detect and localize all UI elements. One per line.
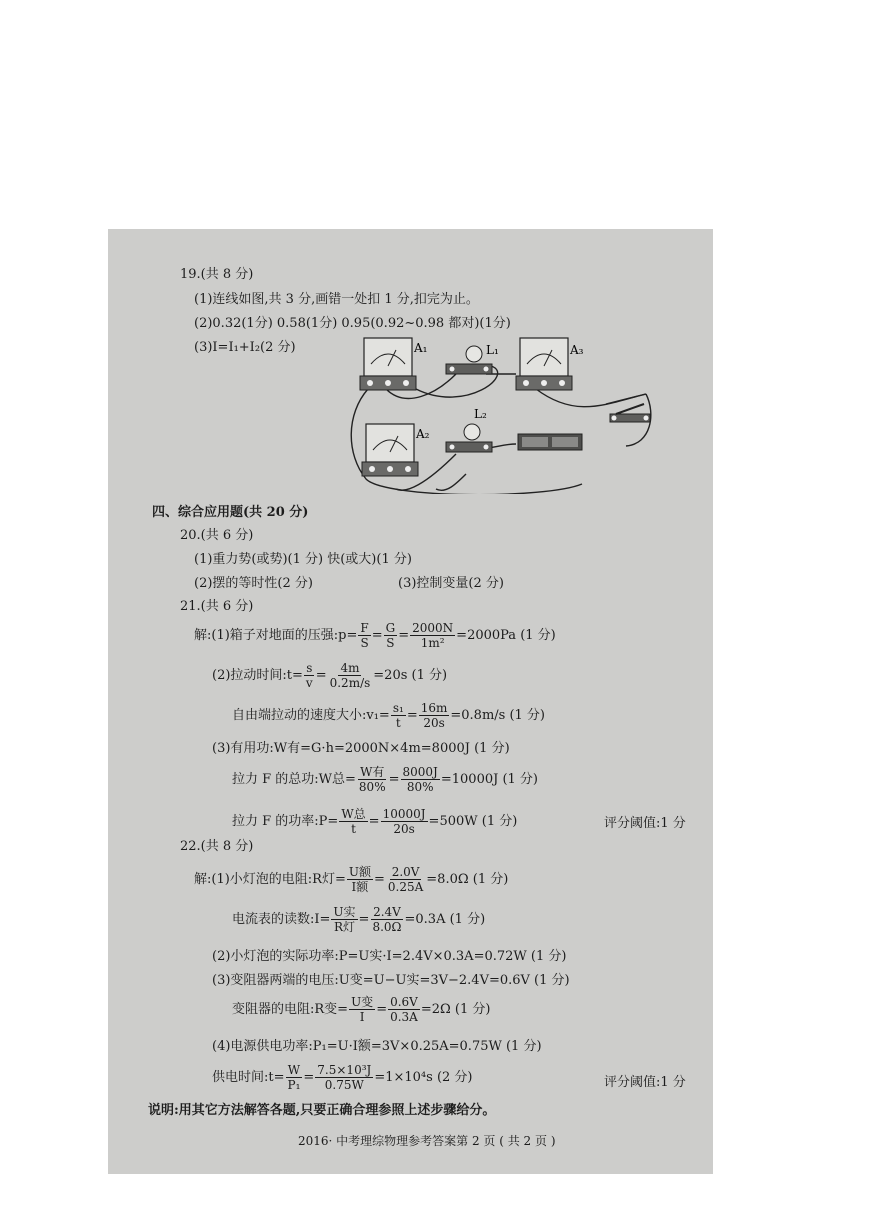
q19-heading: 19.(共 8 分) [180, 267, 254, 282]
q22-line1: 解:(1)小灯泡的电阻:R灯= $\frac{\text{U额}}{\text{I额}}$ = $\frac{2.0V}{0.25A}$ =8.0Ω (1 分) [194, 865, 509, 894]
answer-sheet [108, 229, 713, 1174]
q22-line7: 供电时间:t= $\frac{W}{\text{P₁}}$ = $\frac{\text{7.5×10³J}}{0.75W}$ =1×10⁴s (2 分) [212, 1063, 473, 1092]
q20-part3: (3)控制变量(2 分) [398, 576, 504, 591]
q22-heading: 22.(共 8 分) [180, 839, 254, 854]
page-footer: 2016· 中考理综物理参考答案第 2 页 ( 共 2 页 ) [298, 1134, 556, 1148]
label-a3: A₃ [570, 343, 584, 357]
label-l1: L₁ [486, 343, 499, 357]
q21-threshold: 评分阈值:1 分 [604, 816, 686, 831]
circuit-diagram [346, 334, 656, 494]
ammeter-a2-icon [362, 424, 418, 476]
ammeter-a1-icon [360, 338, 416, 390]
q21-line2: (2)拉动时间:t= $\frac{s}{v}$ = $\frac{4m}{0.2m/s}$ =20s (1 分) [212, 661, 448, 690]
q19-part2: (2)0.32(1分) 0.58(1分) 0.95(0.92~0.98 都对)(1分) [194, 316, 511, 331]
q22-line4: (3)变阻器两端的电压:U变=U−U实=3V−2.4V=0.6V (1 分) [212, 973, 570, 988]
label-a2: A₂ [416, 427, 430, 441]
q21-line5: 拉力 F 的总功:W总= $\frac{\text{W有}}{80\%}$ = $\frac{8000J}{80\%}$ =10000J (1 分) [232, 765, 538, 794]
q20-heading: 20.(共 6 分) [180, 528, 254, 543]
q22-line2: 电流表的读数:I= $\frac{\text{U实}}{\text{R灯}}$ = $\frac{2.4V}{8.0\Omega}$ =0.3A (1 分) [232, 905, 486, 934]
q19-part3: (3)I=I₁+I₂(2 分) [194, 340, 296, 355]
q20-part2: (2)摆的等时性(2 分) [194, 576, 313, 591]
section-4-heading: 四、综合应用题(共 20 分) [152, 505, 309, 520]
q19-part1: (1)连线如图,共 3 分,画错一处扣 1 分,扣完为止。 [194, 292, 479, 307]
q21-line4: (3)有用功:W有=G·h=2000N×4m=8000J (1 分) [212, 741, 510, 756]
q22-line3: (2)小灯泡的实际功率:P=U实·I=2.4V×0.3A=0.72W (1 分) [212, 949, 567, 964]
label-a1: A₁ [414, 341, 428, 355]
q21-line3: 自由端拉动的速度大小:v₁= $\frac{\text{s₁}}{t}$ = $\frac{16m}{20s}$ =0.8m/s (1 分) [232, 701, 545, 730]
q22-line5: 变阻器的电阻:R变= $\frac{\text{U变}}{I}$ = $\frac{0.6V}{0.3A}$ =2Ω (1 分) [232, 995, 491, 1024]
lamp-l2-icon [446, 424, 492, 452]
battery-icon [518, 434, 582, 450]
q21-line1: 解:(1)箱子对地面的压强:p= $\frac{F}{S}$ = $\frac{G}{S}$ = $\frac{2000N}{\text{1m²}}$ =2000Pa (1 分) [194, 621, 556, 650]
q21-line6: 拉力 F 的功率:P= $\frac{\text{W总}}{t}$ = $\frac{10000J}{20s}$ =500W (1 分) [232, 807, 518, 836]
q22-line6: (4)电源供电功率:P₁=U·I额=3V×0.25A=0.75W (1 分) [212, 1039, 542, 1054]
q21-heading: 21.(共 6 分) [180, 599, 254, 614]
grading-note: 说明:用其它方法解答各题,只要正确合理参照上述步骤给分。 [148, 1103, 496, 1118]
ammeter-a3-icon [516, 338, 572, 390]
q22-threshold: 评分阈值:1 分 [604, 1075, 686, 1090]
q20-part1: (1)重力势(或势)(1 分) 快(或大)(1 分) [194, 552, 412, 567]
label-l2: L₂ [474, 407, 487, 421]
switch-icon [610, 404, 650, 422]
